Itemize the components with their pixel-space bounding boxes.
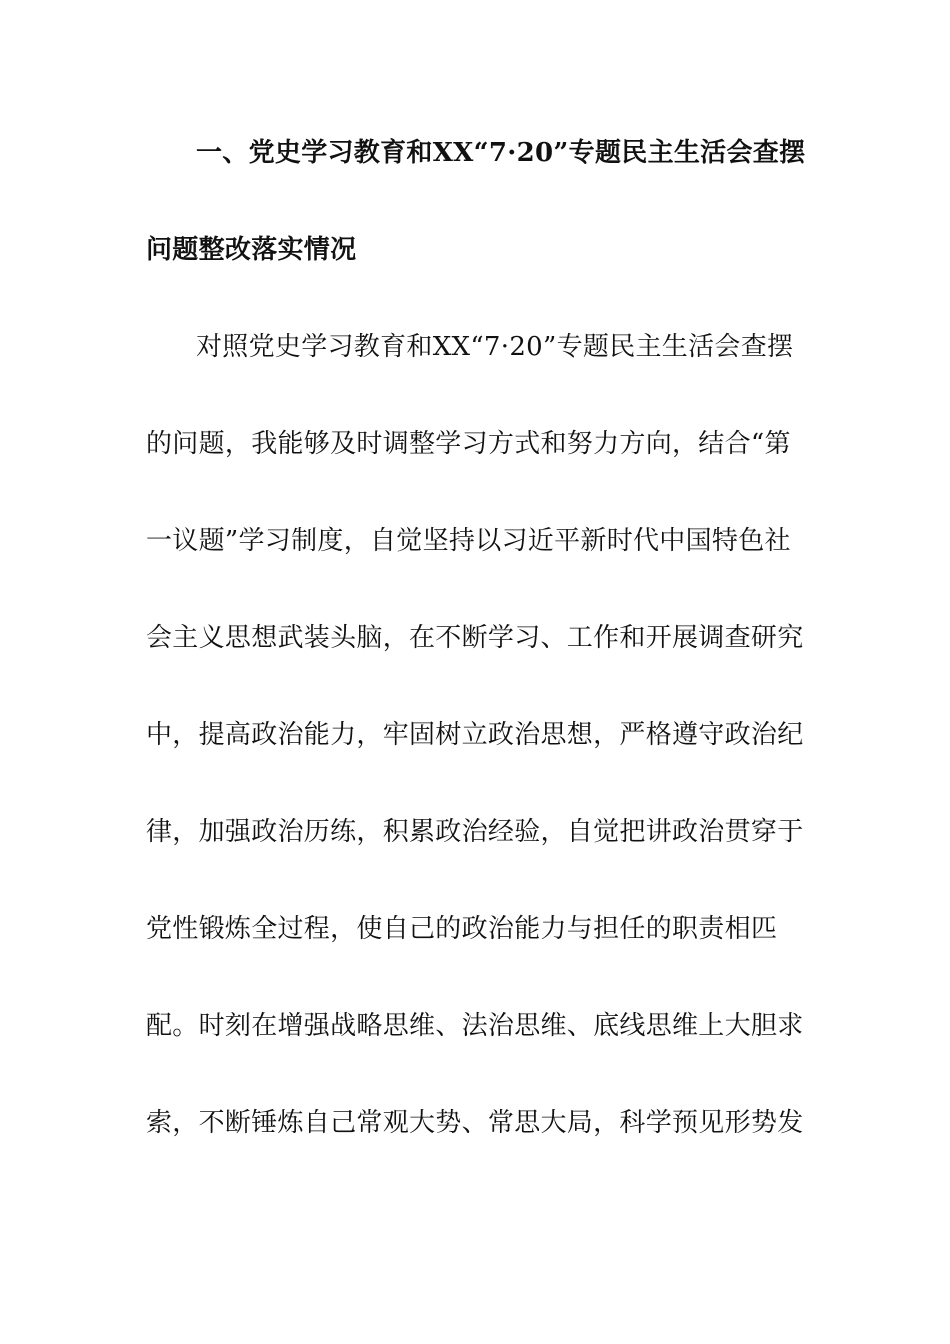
body-text-line: 党性锻炼全过程，使自己的政治能力与担任的职责相匹: [146, 914, 778, 944]
body-text-line: 对照党史学习教育和XX“7·20”专题民主生活会查摆: [196, 332, 794, 362]
body-text-line: 索，不断锤炼自己常观大势、常思大局，科学预见形势发: [146, 1108, 804, 1138]
body-text-line: 律，加强政治历练，积累政治经验，自觉把讲政治贯穿于: [146, 817, 804, 847]
body-text-line: 会主义思想武装头脑，在不断学习、工作和开展调查研究: [146, 623, 804, 653]
body-text-line: 配。时刻在增强战略思维、法治思维、底线思维上大胆求: [146, 1011, 804, 1041]
body-text-line: 的问题，我能够及时调整学习方式和努力方向，结合“第: [146, 429, 791, 459]
section-heading-line-2: 问题整改落实情况: [146, 235, 357, 265]
section-heading-line-1: 一、党史学习教育和XX“7·20”专题民主生活会查摆: [196, 138, 806, 168]
body-text-line: 一议题”学习制度，自觉坚持以习近平新时代中国特色社: [146, 526, 791, 556]
body-text-line: 中，提高政治能力，牢固树立政治思想，严格遵守政治纪: [146, 720, 804, 750]
